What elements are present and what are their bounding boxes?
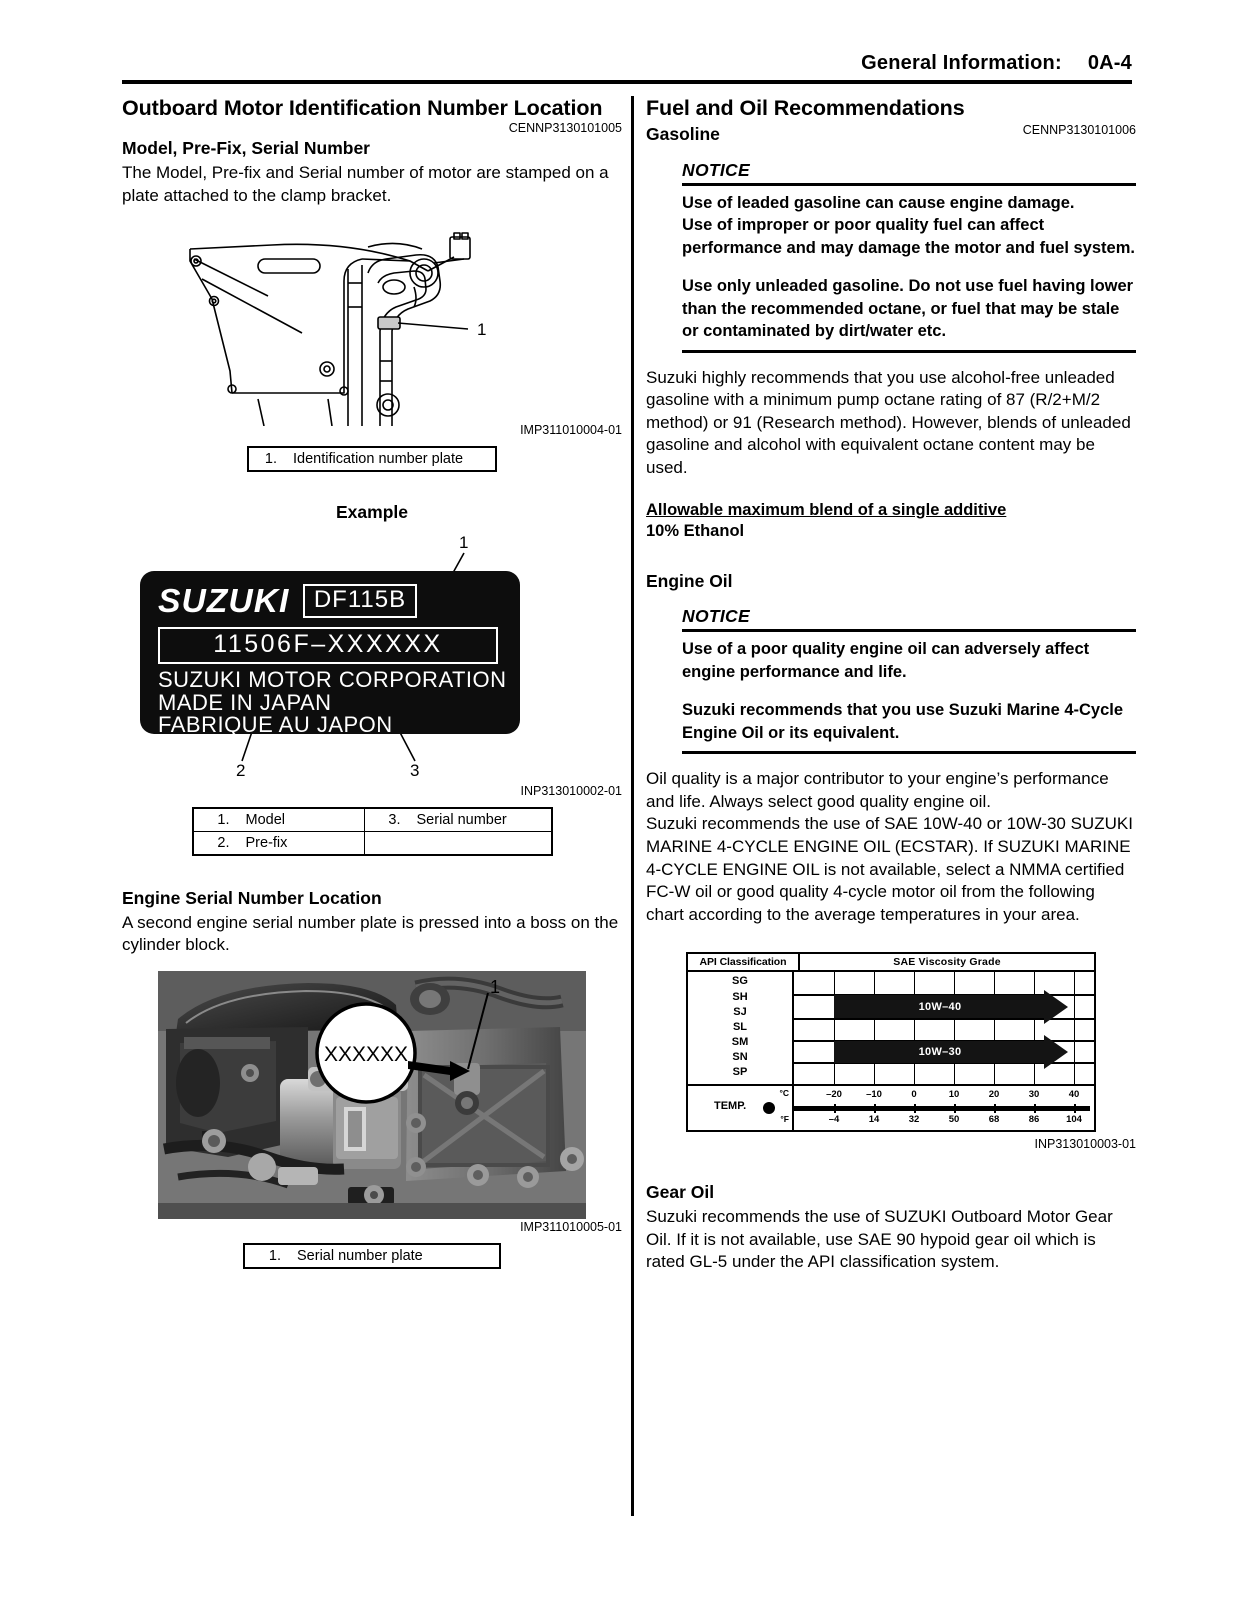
temp-f-value: 14 bbox=[868, 1114, 880, 1126]
chart-temperature-row bbox=[688, 1086, 1094, 1130]
chart-api-list bbox=[688, 972, 794, 1084]
figure-1-legend-table bbox=[247, 446, 497, 472]
notice-paragraph-1: Use of a poor quality engine oil can adversely affect engine performance and life. bbox=[682, 640, 1090, 681]
clamp-bracket-drawing bbox=[172, 221, 572, 426]
chart-api-header: API Classification bbox=[688, 954, 800, 970]
bar-10w40-arrow bbox=[1044, 990, 1068, 1024]
gasoline-body-text: Suzuki highly recommends that you use alcohol-free unleaded gasoline with a minimum pump octane rating of 87 (R/2+M/2 method) or 91 (Research method). However, blends of unleaded gasoline and alcohol with equivalent octane content may be used. bbox=[646, 367, 1131, 478]
subsection-title-gasoline: Gasoline bbox=[646, 124, 720, 145]
legend-label: Model bbox=[234, 808, 365, 832]
thermometer-bulb-icon bbox=[763, 1102, 775, 1114]
legend-number: 1. bbox=[244, 1244, 285, 1268]
grid-vline bbox=[994, 972, 995, 1084]
temp-tick bbox=[914, 1104, 916, 1113]
table-row bbox=[248, 447, 496, 471]
legend-number-2-empty bbox=[364, 831, 405, 855]
notice-body-gasoline bbox=[682, 192, 1136, 343]
legend-number: 2. bbox=[193, 831, 234, 855]
figure-identification-plate bbox=[122, 529, 622, 779]
grid-vline bbox=[834, 972, 835, 1084]
notice-paragraph-2: Suzuki recommends that you use Suzuki Marine 4-Cycle Engine Oil or its equivalent. bbox=[682, 701, 1124, 742]
engine-oil-body-2: Suzuki recommends the use of SAE 10W-40 or 10W-30 SUZUKI MARINE 4-CYCLE ENGINE OIL (ECSTAR). If SUZUKI MARINE 4-CYCLE ENGINE OIL is not available, select a NMMA certified FC-W oil or good quality 4-cycle motor oil from the following chart according to the average temperatures in your area. bbox=[646, 814, 1133, 924]
plate-footer-lines bbox=[158, 666, 507, 738]
gear-oil-body: Suzuki recommends the use of SUZUKI Outboard Motor Gear Oil. If it is not available, use SAE 90 hypoid gear oil which is rated GL-5 under the API classification system. bbox=[646, 1207, 1113, 1272]
notice-label: NOTICE bbox=[682, 606, 750, 627]
grid-vline bbox=[874, 972, 875, 1084]
unit-fahrenheit: °F bbox=[780, 1114, 789, 1125]
section-code: CENNP3130101005 bbox=[508, 121, 622, 136]
legend-label-2-empty bbox=[405, 831, 552, 855]
subsection-title-engine-serial-location: Engine Serial Number Location bbox=[122, 887, 382, 908]
temp-f-value: 104 bbox=[1066, 1114, 1082, 1126]
temp-c-value: 20 bbox=[988, 1089, 1000, 1101]
api-class-sl: SL bbox=[732, 1020, 748, 1033]
chart-temp-label-cell bbox=[688, 1086, 794, 1130]
right-column bbox=[646, 96, 1136, 1274]
temp-f-value: –4 bbox=[828, 1114, 840, 1126]
engine-oil-body-1: Oil quality is a major contributor to your engine’s performance and life. Always select good quality engine oil. bbox=[646, 769, 1109, 811]
bar-10w30: 10W–30 bbox=[834, 1041, 1046, 1063]
notice-spacer bbox=[682, 683, 1136, 699]
figure-clamp-bracket bbox=[122, 221, 622, 426]
column-divider bbox=[631, 96, 634, 1516]
engine-photo-illustration bbox=[158, 971, 586, 1219]
chart-sae-header: SAE Viscosity Grade bbox=[893, 956, 1001, 969]
page-header bbox=[122, 52, 1132, 75]
plate-model-box: DF115B bbox=[303, 584, 417, 617]
unit-celsius: °C bbox=[779, 1088, 789, 1099]
temp-c-value: –20 bbox=[826, 1089, 842, 1101]
left-column bbox=[122, 96, 622, 1269]
api-class-sm: SM bbox=[731, 1036, 749, 1049]
table-row bbox=[193, 808, 552, 832]
figure-engine-serial-photo bbox=[122, 971, 622, 1219]
figure-callout-1: 1 bbox=[477, 320, 487, 340]
figure-2-legend-table bbox=[192, 807, 553, 856]
table-row bbox=[244, 1244, 500, 1268]
bar-10w40: 10W–40 bbox=[834, 995, 1046, 1018]
plate-line-corporation: SUZUKI MOTOR CORPORATION bbox=[158, 666, 507, 692]
page-title: Outboard Motor Identification Number Location bbox=[122, 96, 603, 120]
plate-top-row bbox=[158, 582, 504, 620]
temp-tick bbox=[874, 1104, 876, 1113]
legend-label-2: Serial number bbox=[405, 808, 552, 832]
temp-tick bbox=[954, 1104, 956, 1113]
chart-temp-scale bbox=[794, 1086, 1094, 1130]
temp-tick bbox=[1074, 1104, 1076, 1113]
plate-callout-2: 2 bbox=[236, 760, 246, 780]
legend-number: 1. bbox=[248, 447, 281, 471]
temp-tick bbox=[994, 1104, 996, 1113]
suzuki-id-plate bbox=[140, 571, 520, 738]
temp-f-value: 50 bbox=[948, 1114, 960, 1126]
plate-callout-3: 3 bbox=[410, 760, 420, 780]
plate-serial-box: 11506F–XXXXXX bbox=[158, 627, 498, 664]
chart-code-inp313010003: INP313010003-01 bbox=[1034, 1137, 1136, 1152]
right-section-code: CENNP3130101006 bbox=[1022, 123, 1136, 138]
notice-paragraph-2: Use of improper or poor quality fuel can affect performance and may damage the motor and fuel system. bbox=[682, 216, 1135, 257]
suzuki-brand-text: SUZUKI bbox=[158, 581, 290, 619]
notice-spacer bbox=[682, 259, 1136, 275]
legend-label: Pre-fix bbox=[234, 831, 365, 855]
grid-vline bbox=[954, 972, 955, 1084]
figure-1-legend-wrapper bbox=[247, 446, 497, 472]
temp-c-value: 0 bbox=[911, 1089, 917, 1101]
api-class-sg: SG bbox=[732, 975, 748, 988]
api-class-sj: SJ bbox=[733, 1005, 747, 1018]
legend-label: Identification number plate bbox=[281, 447, 496, 471]
notice-block-gasoline bbox=[682, 160, 1136, 353]
header-section-title: General Information: bbox=[861, 52, 1062, 74]
subsection-title-gear-oil: Gear Oil bbox=[646, 1182, 715, 1203]
viscosity-chart-wrapper bbox=[686, 952, 1096, 1132]
grid-vline bbox=[1074, 972, 1075, 1084]
notice-top-rule bbox=[682, 183, 1136, 186]
sae-viscosity-chart bbox=[686, 952, 1096, 1132]
header-page-number: 0A-4 bbox=[1087, 52, 1132, 74]
table-row bbox=[193, 831, 552, 855]
notice-label: NOTICE bbox=[682, 159, 750, 180]
figure-code-imp311010004: IMP311010004-01 bbox=[520, 423, 622, 438]
figure-code-inp313010002: INP313010002-01 bbox=[520, 783, 622, 798]
temp-f-value: 68 bbox=[988, 1114, 1000, 1126]
figure-3-legend-table bbox=[243, 1243, 501, 1269]
notice-paragraph-1: Use of leaded gasoline can cause engine damage. bbox=[682, 193, 1075, 212]
subsection-title-engine-oil: Engine Oil bbox=[646, 570, 733, 591]
notice-bottom-rule bbox=[682, 751, 1136, 754]
figure-3-callout-1: 1 bbox=[490, 976, 501, 997]
allowable-blend-heading: Allowable maximum blend of a single additive bbox=[646, 500, 1007, 519]
chart-header-row bbox=[688, 954, 1094, 972]
notice-top-rule bbox=[682, 629, 1136, 632]
temp-label: TEMP. bbox=[714, 1100, 747, 1113]
notice-bottom-rule bbox=[682, 350, 1136, 353]
grid-vline bbox=[1034, 972, 1035, 1084]
example-heading: Example bbox=[336, 501, 408, 522]
api-class-sp: SP bbox=[732, 1066, 748, 1079]
notice-body-engine-oil bbox=[682, 638, 1136, 744]
chart-grid bbox=[794, 972, 1094, 1084]
plate-callout-1: 1 bbox=[459, 532, 469, 552]
chart-body bbox=[688, 972, 1094, 1086]
temp-tick bbox=[1034, 1104, 1036, 1113]
right-section-title: Fuel and Oil Recommendations bbox=[646, 96, 965, 120]
grid-vline bbox=[914, 972, 915, 1084]
subsection-body-model-prefix-serial: The Model, Pre-fix and Serial number of motor are stamped on a plate attached to the clamp bracket. bbox=[122, 162, 609, 205]
temp-c-value: 40 bbox=[1068, 1089, 1080, 1101]
notice-block-engine-oil bbox=[682, 606, 1136, 754]
plate-line-fabrique: FABRIQUE AU JAPON bbox=[158, 712, 393, 738]
bar-10w30-arrow bbox=[1044, 1035, 1068, 1069]
subsection-title-model-prefix-serial: Model, Pre-Fix, Serial Number bbox=[122, 138, 370, 159]
thermometer-stem bbox=[794, 1106, 1090, 1111]
header-divider-rule bbox=[122, 80, 1132, 84]
figure-3-legend-wrapper bbox=[122, 1243, 622, 1269]
serial-bubble-text: XXXXXX bbox=[323, 1042, 409, 1066]
plate-line-made-in-japan: MADE IN JAPAN bbox=[158, 689, 332, 715]
legend-label: Serial number plate bbox=[285, 1244, 500, 1268]
figure-2-legend-wrapper bbox=[122, 807, 622, 856]
notice-paragraph-3: Use only unleaded gasoline. Do not use fuel having lower than the recommended octane, or fuel that may be stale or contaminated by dirt/water etc. bbox=[682, 277, 1134, 341]
legend-number: 1. bbox=[193, 808, 234, 832]
temp-f-value: 86 bbox=[1028, 1114, 1040, 1126]
subsection-body-engine-serial-location: A second engine serial number plate is pressed into a boss on the cylinder block. bbox=[122, 912, 619, 955]
temp-c-value: 10 bbox=[948, 1089, 960, 1101]
allowable-blend-value: 10% Ethanol bbox=[646, 522, 745, 541]
api-class-sh: SH bbox=[732, 990, 748, 1003]
api-class-sn: SN bbox=[732, 1051, 748, 1064]
figure-code-imp311010005: IMP311010005-01 bbox=[520, 1219, 622, 1234]
temp-tick bbox=[834, 1104, 836, 1113]
temp-c-value: –10 bbox=[866, 1089, 882, 1101]
temp-f-value: 32 bbox=[908, 1114, 920, 1126]
temp-c-value: 30 bbox=[1028, 1089, 1040, 1101]
legend-number-2: 3. bbox=[364, 808, 405, 832]
